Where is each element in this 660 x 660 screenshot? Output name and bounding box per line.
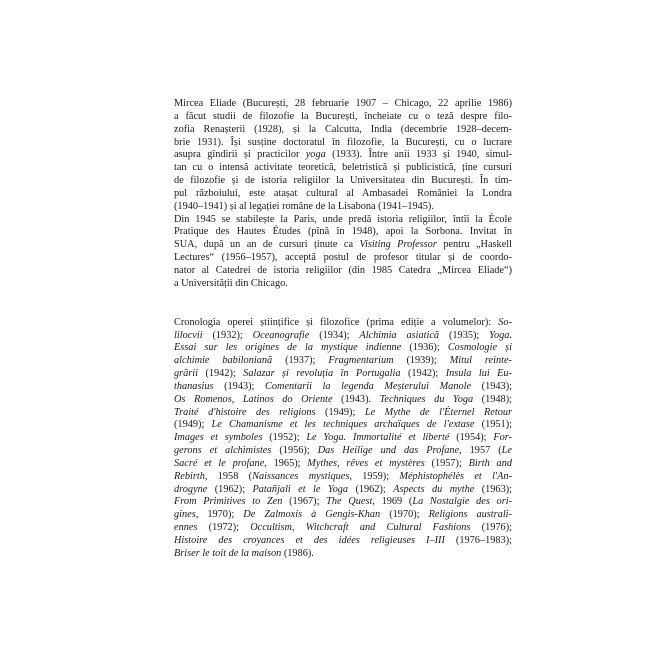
text-line <box>174 111 512 124</box>
text-line <box>174 149 512 162</box>
italic-title: Rebirth <box>174 470 205 482</box>
text-line <box>174 471 512 484</box>
text-line <box>174 342 512 355</box>
text-line <box>174 265 512 278</box>
text-segment: Lectures“ (1956–1957), acceptă postul de profesor titular și de coordo- <box>174 252 512 264</box>
italic-title: Birth and <box>468 457 512 469</box>
text-segment: (1972); <box>197 522 251 534</box>
italic-title: The Quest <box>326 496 373 508</box>
text-segment: (1976–1983); <box>444 535 512 546</box>
italic-title: From Primitives to Zen <box>174 496 283 508</box>
text-line <box>174 252 512 265</box>
italic-title: Le <box>501 445 512 457</box>
italic-title: gines <box>174 509 196 521</box>
text-line <box>174 201 512 214</box>
text-line <box>174 509 512 522</box>
text-segment: (1951); <box>474 419 512 431</box>
italic-title: Traité d'histoire des religions <box>174 406 316 418</box>
text-segment: (1949); <box>174 419 212 431</box>
text-segment: (1954); <box>449 432 494 444</box>
text-segment: (1934); <box>309 329 360 341</box>
italic-title: Alchimia asiatică <box>359 329 440 341</box>
text-segment: , 1970); <box>195 509 244 521</box>
text-segment: (1943). <box>332 393 380 405</box>
italic-title: Os Romenos, Latinos do Oriente <box>174 393 333 405</box>
italic-title: La Nostalgie des ori- <box>412 496 512 508</box>
text-segment: (1986). <box>281 547 314 559</box>
italic-title: Aspects du mythe <box>393 483 475 495</box>
italic-title: So- <box>498 316 512 328</box>
text-line <box>174 239 512 252</box>
italic-title: Cosmologie și <box>447 342 512 354</box>
text-line <box>174 522 512 535</box>
italic-title: Salazar și revoluția în Portugalia <box>243 368 401 380</box>
text-line <box>174 548 512 561</box>
italic-title: For- <box>493 432 512 444</box>
text-segment: (1962); <box>348 483 394 495</box>
text-segment: a Universității din Chicago. <box>174 277 288 289</box>
text-segment: Din 1945 se stabilește la Paris, unde predă istoria religiilor, întîi la École <box>174 213 512 225</box>
text-line <box>174 330 512 343</box>
text-line <box>174 496 512 509</box>
italic-title: Mythes, rêves et mystères <box>307 457 425 469</box>
text-segment: Cronologia operei științifice și filozofice (prima ediție a volumelor): <box>174 316 499 328</box>
text-segment: (1948); <box>473 393 512 405</box>
text-segment: (1967); <box>282 496 327 508</box>
text-segment: (1943); <box>213 380 266 392</box>
italic-title: ennes <box>174 522 198 534</box>
italic-title: Essai sur les origines de la mystique indienne <box>174 342 402 354</box>
text-segment: nator al Catedrei de istoria religiilor (din 1985 Catedra „Mircea Eliade“) <box>174 264 512 276</box>
italic-title: Techniques du Yoga <box>379 393 474 405</box>
text-line <box>174 137 512 150</box>
italic-title: Fragmentarium <box>328 355 394 367</box>
italic-title: Patañjali et le Yoga <box>252 483 349 495</box>
text-segment: (1963); <box>474 483 513 495</box>
text-segment: (1936); <box>401 342 448 354</box>
italic-title: Images et symboles <box>174 432 263 444</box>
italic-title: Histoire des croyances et des idées religieuses I–III <box>174 535 445 546</box>
text-segment: (1957); <box>424 457 469 469</box>
text-segment: , 1957 ( <box>459 445 502 457</box>
text-segment: pentru „Haskell <box>436 239 512 251</box>
italic-title: Comentarii la legenda Meșterului Manole <box>265 380 472 392</box>
text-segment: (1970); <box>380 509 429 521</box>
text-segment: (1956); <box>271 445 318 457</box>
text-line <box>174 214 512 227</box>
text-segment: (1937); <box>272 355 329 367</box>
italic-title: Le Chamanisme et les techniques archaïques de l'extase <box>211 419 475 431</box>
italic-title: Religions australi- <box>428 509 512 521</box>
italic-title: De Zalmoxis à Gengis-Khan <box>243 509 381 521</box>
text-segment: (1952); <box>262 432 307 444</box>
italic-title: alchimie babiloniană <box>174 355 273 367</box>
italic-title: drogyne <box>174 483 208 495</box>
text-segment: (1962); <box>207 483 253 495</box>
text-segment: (1932); <box>202 329 253 341</box>
text-segment: de filozofie și de istoria religiilor la Universitatea din București. În tim- <box>174 175 512 187</box>
italic-title: grării <box>174 368 199 380</box>
text-segment: pul războiului, este atașat cultural al Ambasadei României la Londra <box>174 187 512 199</box>
italic-title: Occultism, Witchcraft and Cultural Fashions <box>250 522 471 534</box>
text-segment: asupra gîndirii și practicilor <box>174 149 306 161</box>
text-line <box>174 445 512 458</box>
italic-title: Insula lui Eu- <box>445 368 512 380</box>
text-line <box>174 419 512 432</box>
text-line <box>174 98 512 111</box>
text-segment: zofia Renașterii (1928), și la Calcutta, India (decembrie 1928–decem- <box>174 123 512 135</box>
paragraph-gap <box>174 291 512 317</box>
text-line <box>174 432 512 445</box>
text-segment: Mircea Eliade (București, 28 februarie 1907 – Chicago, 22 aprilie 1986) <box>174 98 512 109</box>
text-line <box>174 368 512 381</box>
text-line <box>174 535 512 548</box>
text-line <box>174 162 512 175</box>
text-segment: (1976); <box>470 522 512 534</box>
text-segment: (1935); <box>439 329 490 341</box>
biography-paragraph <box>174 98 512 291</box>
text-segment: (1942); <box>198 368 244 380</box>
text-segment: (1939); <box>393 355 450 367</box>
italic-title: lilocvii <box>174 329 203 341</box>
italic-title: Yoga. <box>489 329 512 341</box>
text-line <box>174 484 512 497</box>
italic-title: Le Yoga. Immortalité et liberté <box>306 432 450 444</box>
text-line <box>174 188 512 201</box>
text-line <box>174 317 512 330</box>
text-line <box>174 124 512 137</box>
italic-title: gerons et alchimistes <box>174 445 272 457</box>
chronology-paragraph <box>174 317 512 561</box>
text-line <box>174 394 512 407</box>
text-line <box>174 381 512 394</box>
text-segment: a făcut studii de filozofie la București, încheiate cu o teză despre filo- <box>174 110 512 122</box>
text-line <box>174 175 512 188</box>
italic-title: Sacré et le profane <box>174 457 265 469</box>
text-segment: tan cu o intensă activitate teoretică, beletristică și publicistică, ține cursuri <box>174 162 512 174</box>
text-segment: Pratique des Hautes Études (pînă în 1948), apoi la Sorbona. Invitat în <box>174 226 512 238</box>
text-segment: , 1959); <box>349 470 400 482</box>
text-segment: (1933). Între anii 1933 și 1940, simul- <box>325 149 512 161</box>
text-line <box>174 458 512 471</box>
text-segment: , 1965); <box>264 457 308 469</box>
text-line <box>174 407 512 420</box>
italic-title: Méphistophélès et l'An- <box>399 470 512 482</box>
italic-title: Visiting Professor <box>359 239 437 251</box>
italic-title: Naissances mystiques <box>252 470 350 482</box>
italic-title: Das Heilige und das Profane <box>317 445 460 457</box>
text-line <box>174 278 512 291</box>
text-segment: , 1969 ( <box>372 496 413 508</box>
text-block <box>174 98 512 561</box>
text-line <box>174 226 512 239</box>
text-segment: (1940–1941) și al legației române de la Lisabona (1941–1945). <box>174 200 434 212</box>
text-segment: (1943); <box>471 380 512 392</box>
text-segment: SUA, după un an de cursuri ținute ca <box>174 239 360 251</box>
text-segment: brie 1931). Își susține doctoratul în filozofie, la București, cu o lucrare <box>174 136 512 148</box>
italic-title: yoga <box>305 149 326 161</box>
text-line <box>174 355 512 368</box>
italic-title: Briser le toit de la maison <box>174 547 282 559</box>
text-segment: (1949); <box>315 406 365 418</box>
text-segment: (1942); <box>400 368 446 380</box>
text-segment: , 1958 ( <box>204 470 253 482</box>
italic-title: Mitul reinte- <box>449 355 512 367</box>
italic-title: thanasius <box>174 380 214 392</box>
italic-title: Le Mythe de l'Éternel Retour <box>364 406 513 418</box>
italic-title: Oceanografie <box>252 329 310 341</box>
